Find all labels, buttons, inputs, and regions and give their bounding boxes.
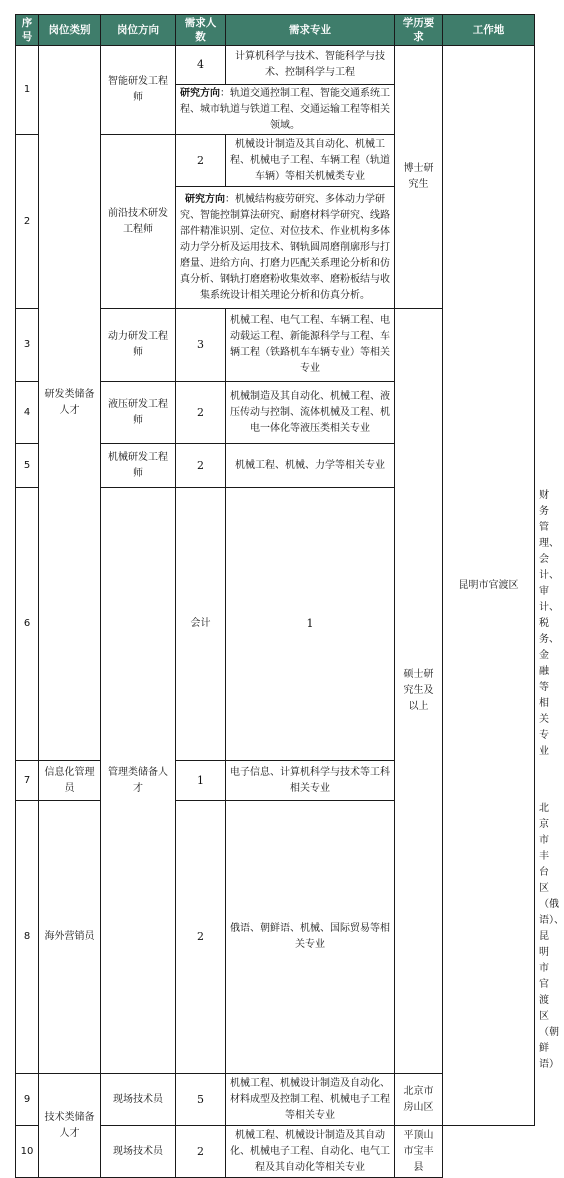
- header-workplace: 工作地: [443, 15, 535, 46]
- position-cell: 动力研发工程师: [101, 309, 176, 382]
- row-no: 4: [16, 382, 39, 444]
- position-cell: 液压研发工程师: [101, 382, 176, 444]
- count-cell: 1: [176, 761, 226, 801]
- education-cell: 博士研究生: [395, 46, 443, 309]
- workplace-cell: 平顶山市宝丰县: [395, 1126, 443, 1178]
- count-cell: 2: [176, 382, 226, 444]
- research-text: ：轨道交通控制工程、智能交通系统工程、城市轨道与铁道工程、交通运输工程等相关领域。: [180, 87, 390, 131]
- recruitment-table: [15, 14, 564, 1178]
- row-no: 9: [16, 1074, 39, 1126]
- position-cell: 现场技术员: [101, 1126, 176, 1178]
- research-text: ：机械结构疲劳研究、多体动力学研究、智能控制算法研究、耐磨材料学研究、线路部件精准识别、定位、对位技术、作业机构多体动力学分析及运用技术、钢轨圆周磨削廓形与打磨量、进给方向、打磨力匹配关系理论分析和仿真分析、钢轨打磨磨粉收集效率、磨粉板结与收集系统设计相关理论分析和仿真分析。: [180, 193, 390, 301]
- row-no: 10: [16, 1126, 39, 1178]
- count-cell: 3: [176, 309, 226, 382]
- row-no: 3: [16, 309, 39, 382]
- position-cell: 会计: [176, 488, 226, 761]
- research-cell: [176, 85, 395, 135]
- research-cell: [176, 187, 395, 309]
- count-cell: 2: [176, 801, 226, 1074]
- row-no: 5: [16, 444, 39, 488]
- row-no: 8: [16, 801, 39, 1074]
- table-row: 8 海外营销员 2 俄语、朝鲜语、机械、国际贸易等相关专业 北京市丰台区（俄语）、昆明市官渡区（朝鲜语）: [16, 801, 535, 1074]
- table-row: [16, 46, 535, 85]
- category-cell: 管理类储备人才: [101, 488, 176, 1074]
- row-no: 7: [16, 761, 39, 801]
- position-cell: 机械研发工程师: [101, 444, 176, 488]
- position-cell: 前沿技术研发工程师: [101, 135, 176, 309]
- major-cell: 机械工程、电气工程、车辆工程、电动载运工程、新能源科学与工程、车辆工程（铁路机车车辆专业）等相关专业: [226, 309, 395, 382]
- row-no: 6: [16, 488, 39, 761]
- category-cell: 研发类储备人才: [39, 46, 101, 761]
- category-cell: 技术类储备人才: [39, 1074, 101, 1178]
- count-cell: 2: [176, 1126, 226, 1178]
- research-label: 研究方向: [180, 87, 220, 99]
- row-no: 1: [16, 46, 39, 135]
- row-no: 2: [16, 135, 39, 309]
- header-no: 序号: [16, 15, 39, 46]
- recruitment-table-container: [15, 14, 564, 1178]
- position-cell: 智能研发工程师: [101, 46, 176, 135]
- major-cell: 机械工程、机械设计制造及自动化、材料成型及控制工程、机械电子工程等相关专业: [226, 1074, 395, 1126]
- count-cell: 2: [176, 444, 226, 488]
- header-education: 学历要求: [395, 15, 443, 46]
- position-cell: 海外营销员: [39, 801, 101, 1074]
- table-row: 6 管理类储备人才 会计 1 财务管理、会计、审计、税务、金融等相关专业: [16, 488, 535, 761]
- major-cell: 计算机科学与技术、智能科学与技术、控制科学与工程: [226, 46, 395, 85]
- position-cell: 信息化管理员: [39, 761, 101, 801]
- header-count: 需求人数: [176, 15, 226, 46]
- header-major: 需求专业: [226, 15, 395, 46]
- major-cell: 俄语、朝鲜语、机械、国际贸易等相关专业: [226, 801, 395, 1074]
- workplace-cell: 北京市房山区: [395, 1074, 443, 1126]
- count-cell: 1: [226, 488, 395, 761]
- workplace-cell: 昆明市官渡区: [443, 46, 535, 1126]
- research-label: 研究方向: [185, 193, 225, 205]
- count-cell: 4: [176, 46, 226, 85]
- major-cell: 电子信息、计算机科学与技术等工科相关专业: [226, 761, 395, 801]
- header-row: [16, 15, 535, 46]
- position-cell: 现场技术员: [101, 1074, 176, 1126]
- count-cell: 5: [176, 1074, 226, 1126]
- count-cell: 2: [176, 135, 226, 187]
- major-cell: 机械制造及其自动化、机械工程、液压传动与控制、流体机械及工程、机电一体化等液压类相关专业: [226, 382, 395, 444]
- header-position: 岗位方向: [101, 15, 176, 46]
- header-category: 岗位类别: [39, 15, 101, 46]
- major-cell: 机械设计制造及其自动化、机械工程、机械电子工程、车辆工程（轨道车辆）等相关机械类专业: [226, 135, 395, 187]
- education-cell: 硕士研究生及以上: [395, 309, 443, 1074]
- major-cell: 机械工程、机械、力学等相关专业: [226, 444, 395, 488]
- major-cell: 机械工程、机械设计制造及其自动化、机械电子工程、自动化、电气工程及其自动化等相关专业: [226, 1126, 395, 1178]
